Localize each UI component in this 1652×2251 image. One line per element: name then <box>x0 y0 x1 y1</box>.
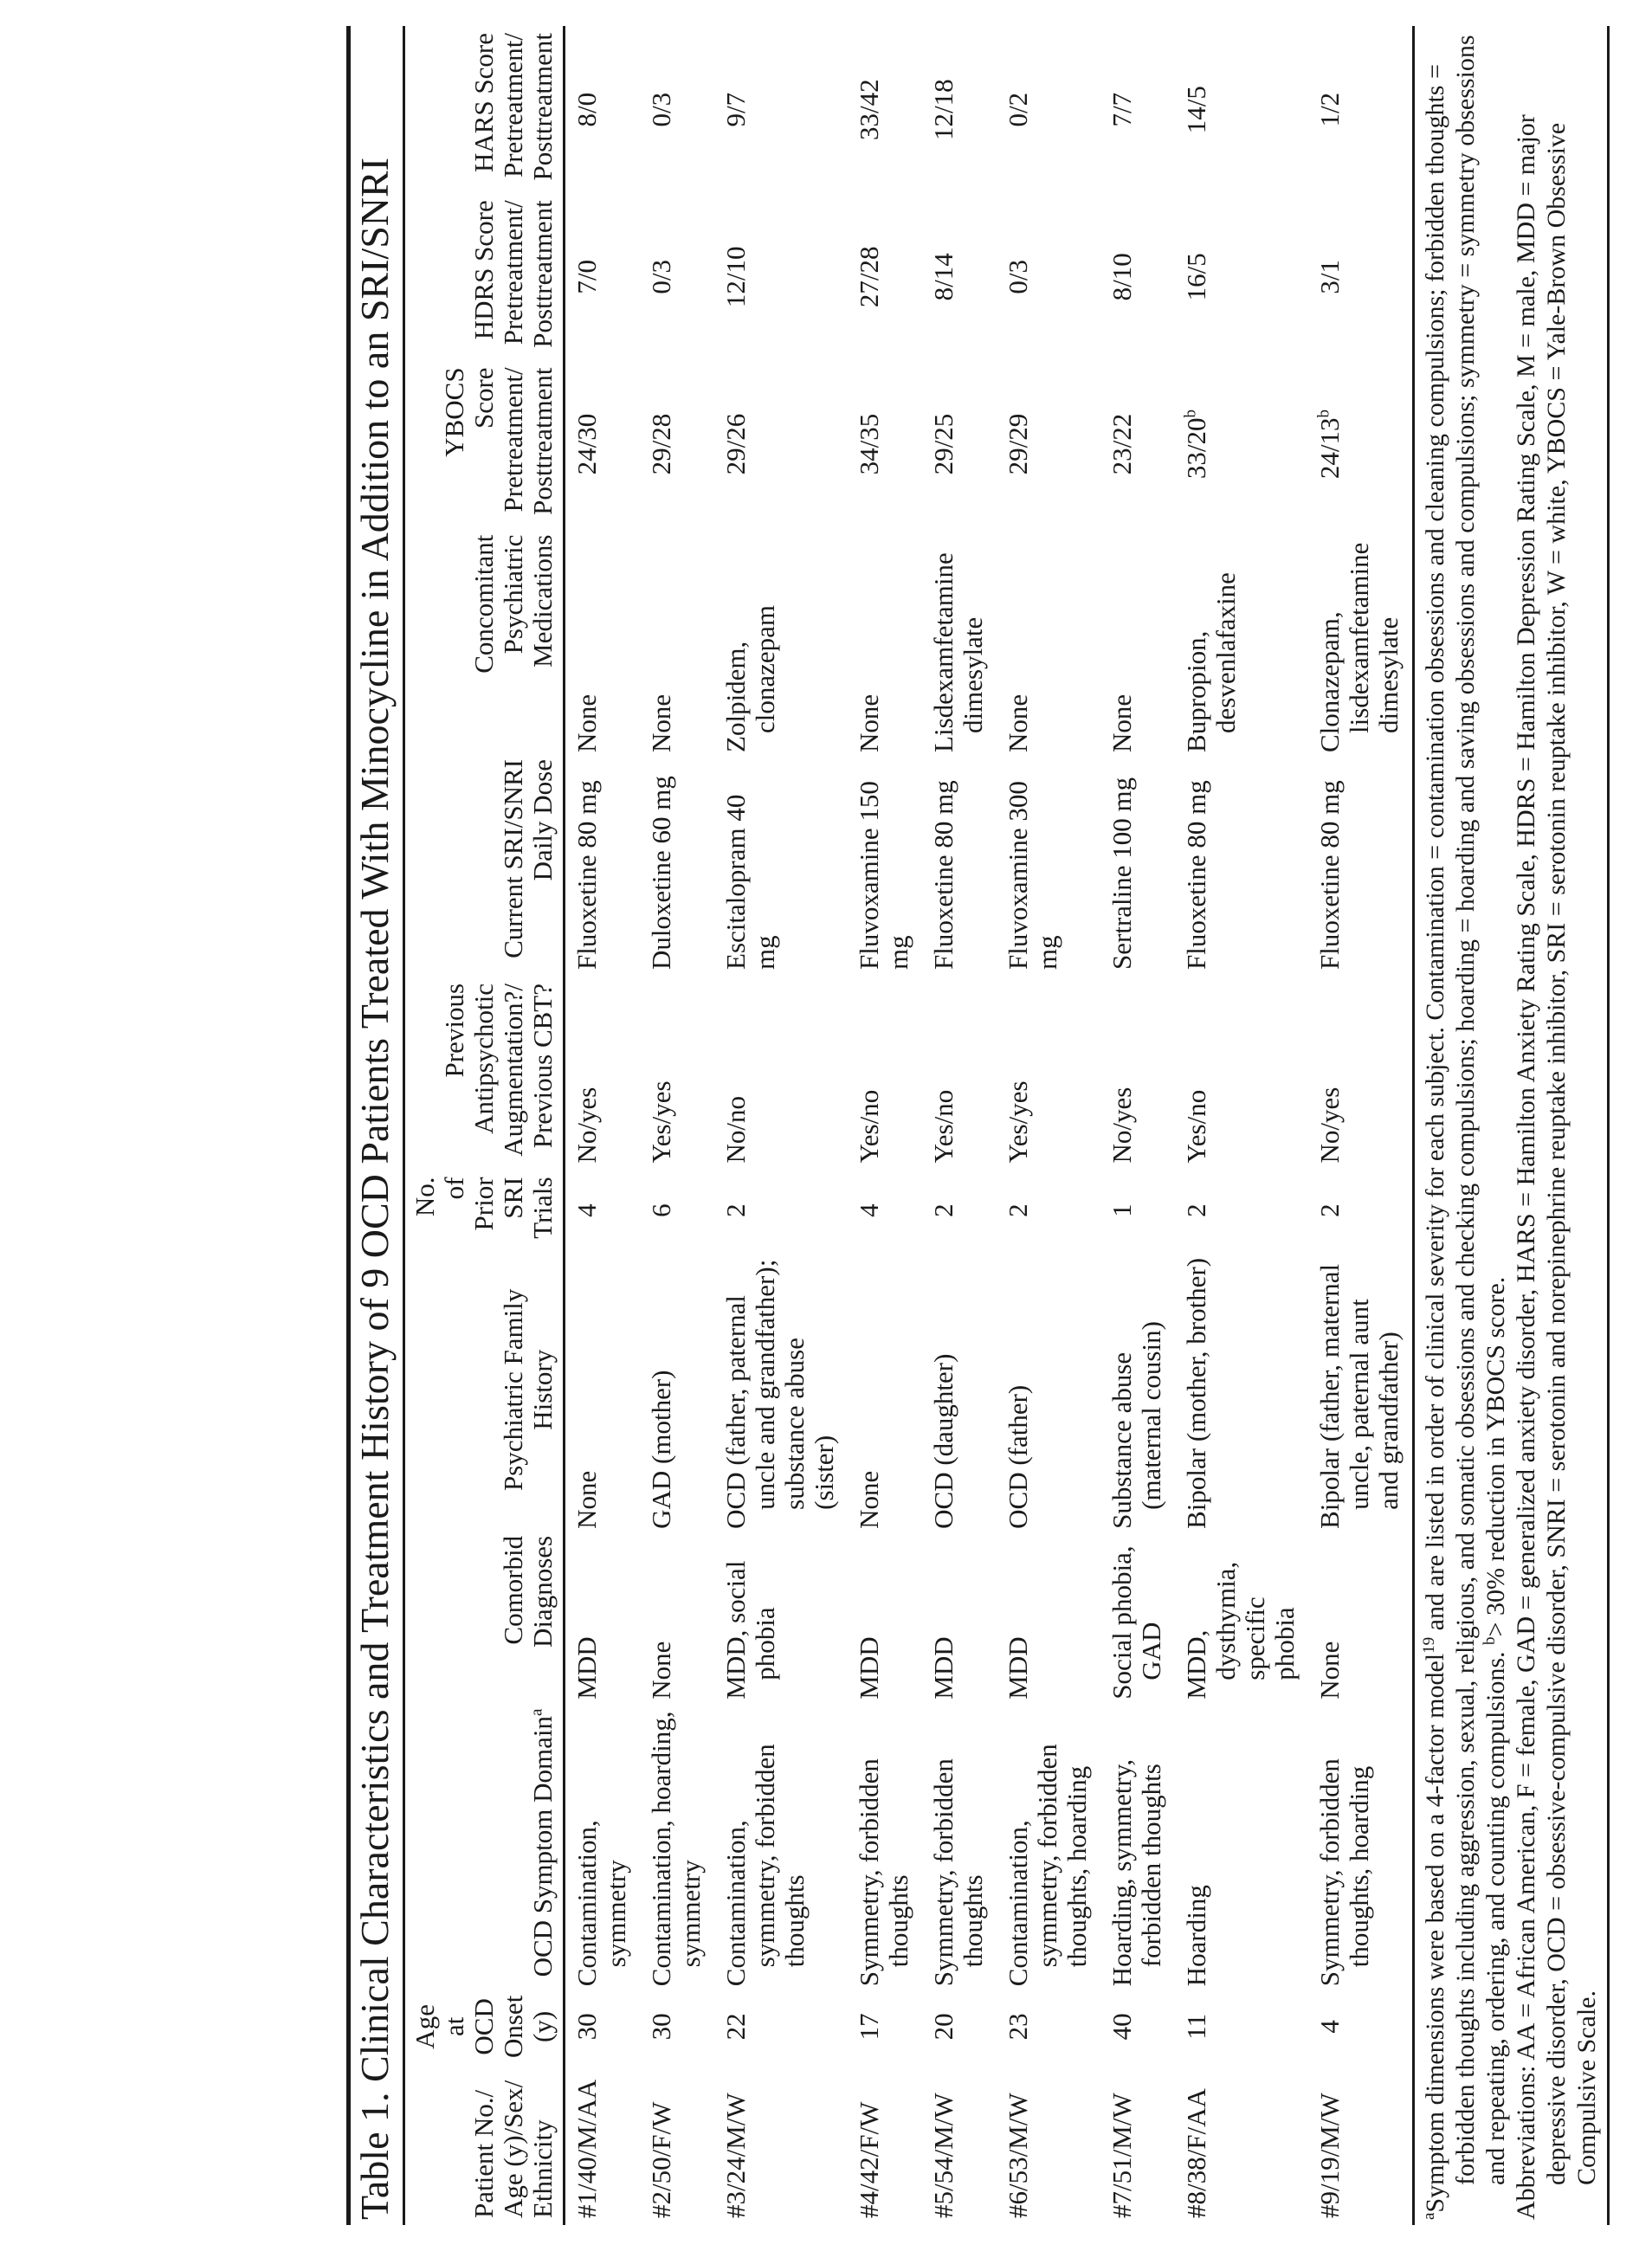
cell-domain-text: Symmetry, forbidden thoughts <box>928 1758 988 1987</box>
cell-meds-text: Bupropion, desvenlafaxine <box>1181 572 1241 752</box>
cell-meds-text: Lisdexamfetamine dimesylate <box>928 552 988 752</box>
header-hdrs: HDRS Score Pretreatment/ Posttreatment <box>404 193 565 360</box>
footnote-abbreviations: Abbreviations: AA = African American, F = female, GAD = generalized anxiety disorder, HARS = Hamilton Anxiety Rating Scale, HDRS = Hamilton Depression Rating Scale, M = male, MDD = major depressive disorder, OCD = obsessive-compulsive disorder, SNRI = serotonin and norepinephrine reuptake inhibitor, SRI = serotonin reuptake inhibitor, W = white, YBOCS = Yale-Brown Obsessive Compulsive Scale. <box>1512 114 1601 2220</box>
footnote-a-ref: 19 <box>1420 1636 1438 1654</box>
cell-hars-text: 12/18 <box>928 79 958 140</box>
footnote-a-part1: Symptom dimensions were based on a 4-factor model <box>1421 1653 1449 2213</box>
cell-onset <box>714 1986 848 2067</box>
cell-domain <box>714 1700 848 1987</box>
cell-dose <box>640 752 714 977</box>
cell-patient-text: #8/38/F/AA <box>1181 2088 1211 2218</box>
cell-patient-text: #3/24/M/W <box>720 2093 751 2218</box>
cell-patient <box>565 2067 641 2225</box>
cell-prev-text: No/yes <box>571 1087 602 1164</box>
cell-hdrs-text: 12/10 <box>720 246 751 308</box>
table-title: Table 1. Clinical Characteristics and Treatment History of 9 OCD Patients Treated With Minocycline in Addition to an SRI/SNRI <box>346 26 403 2225</box>
cell-hars-text: 7/7 <box>1107 92 1137 127</box>
cell-hdrs-text: 0/3 <box>646 260 676 294</box>
cell-trials <box>997 1170 1100 1250</box>
cell-dose <box>714 752 848 977</box>
header-hars: HARS Score Pretreatment/ Posttreatment <box>404 26 565 193</box>
cell-domain-text: Contamination, symmetry <box>571 1820 631 1987</box>
cell-ybocs <box>848 360 922 527</box>
cell-onset-text: 4 <box>1314 2020 1345 2034</box>
cell-prev-text: No/yes <box>1107 1087 1137 1164</box>
cell-domain-text: Symmetry, forbidden thoughts <box>854 1758 913 1987</box>
cell-family-text: OCD (father, paternal uncle and grandfather); substance abuse (sister) <box>720 1259 839 1529</box>
cell-trials-text: 4 <box>854 1203 884 1217</box>
cell-patient <box>997 2067 1100 2225</box>
cell-hdrs-text: 8/10 <box>1107 253 1137 301</box>
cell-prev-text: Yes/yes <box>1003 1080 1033 1164</box>
cell-prev-text: No/yes <box>1314 1087 1345 1164</box>
cell-ybocs <box>997 360 1100 527</box>
cell-ybocs-text: 34/35 <box>854 413 884 475</box>
cell-hars-text: 8/0 <box>571 92 602 127</box>
cell-patient-text: #4/42/F/W <box>854 2101 884 2218</box>
cell-dose-text: Sertraline 100 mg <box>1107 777 1137 970</box>
cell-dose-text: Fluvoxamine 150 mg <box>854 781 913 970</box>
cell-onset <box>922 1986 997 2067</box>
table-body <box>565 26 1414 2225</box>
header-dose: Current SRI/SNRI Daily Dose <box>404 752 565 977</box>
cell-domain <box>1175 1700 1308 1987</box>
cell-onset-text: 20 <box>928 2013 958 2041</box>
cell-trials <box>565 1170 641 1250</box>
cell-onset-text: 30 <box>571 2013 602 2041</box>
cell-prev <box>1175 977 1308 1171</box>
cell-domain-text: Hoarding <box>1181 1885 1211 1987</box>
cell-prev <box>640 977 714 1171</box>
cell-trials <box>1100 1170 1175 1250</box>
cell-ybocs <box>565 360 641 527</box>
cell-comorbid <box>1308 1529 1414 1700</box>
table-row <box>997 26 1100 2225</box>
cell-onset <box>640 1986 714 2067</box>
cell-dose-text: Escitalopram 40 mg <box>720 794 780 970</box>
cell-hdrs <box>640 193 714 360</box>
cell-family-text: Bipolar (mother, brother) <box>1181 1257 1211 1529</box>
ybocs-footnote-marker: b <box>1314 409 1333 418</box>
cell-trials <box>922 1170 997 1250</box>
cell-patient <box>922 2067 997 2225</box>
cell-meds <box>1100 528 1175 752</box>
cell-meds-text: None <box>854 693 884 752</box>
cell-hdrs <box>565 193 641 360</box>
cell-hars <box>640 26 714 193</box>
cell-dose <box>997 752 1100 977</box>
table-row <box>922 26 997 2225</box>
cell-trials-text: 4 <box>571 1203 602 1217</box>
bottom-rule <box>1607 26 1610 2225</box>
cell-family <box>848 1251 922 1529</box>
cell-hdrs-text: 27/28 <box>854 246 884 308</box>
cell-dose <box>922 752 997 977</box>
cell-onset <box>1308 1986 1414 2067</box>
cell-comorbid-text: MDD, social phobia <box>720 1560 780 1700</box>
cell-ybocs-text: 29/25 <box>928 413 958 475</box>
cell-family-text: Bipolar (father, maternal uncle, paternal aunt and grandfather) <box>1314 1263 1404 1529</box>
cell-hdrs-text: 7/0 <box>571 260 602 294</box>
cell-ybocs <box>1175 360 1308 527</box>
cell-prev <box>565 977 641 1171</box>
cell-onset-text: 23 <box>1003 2013 1033 2041</box>
cell-dose-text: Fluoxetine 80 mg <box>1181 780 1211 970</box>
cell-hars-text: 0/3 <box>646 92 676 127</box>
cell-ybocs-text: 23/22 <box>1107 413 1137 475</box>
header-patient: Patient No./ Age (y)/Sex/ Ethnicity <box>404 2067 565 2225</box>
cell-meds-text: None <box>646 693 676 752</box>
cell-hdrs <box>1308 193 1414 360</box>
footnote-a-part2: and are listed in order of clinical severity for each subject. Contamination = contamination obsessions and cleaning compulsions; forbidden thoughts = forbidden thoughts including aggression, sexual, religious, and somatic obsessions and checking compulsions; hoarding = hoarding and saving obsessions and compulsions; symmetry = symmetry obsessions and repeating, ordering, and counting compulsions. <box>1421 35 1510 2185</box>
cell-trials-text: 2 <box>928 1203 958 1217</box>
cell-meds <box>1308 528 1414 752</box>
cell-comorbid-text: None <box>1314 1641 1345 1700</box>
cell-hars-text: 14/5 <box>1181 86 1211 134</box>
cell-meds-text: Zolpidem, clonazepam <box>720 604 780 752</box>
cell-dose-text: Fluvoxamine 300 mg <box>1003 781 1062 970</box>
cell-ybocs-text: 29/29 <box>1003 413 1033 475</box>
cell-ybocs <box>640 360 714 527</box>
cell-meds <box>848 528 922 752</box>
cell-onset-text: 40 <box>1107 2013 1137 2041</box>
cell-family <box>714 1251 848 1529</box>
cell-family-text: OCD (daughter) <box>928 1353 958 1529</box>
cell-family <box>1308 1251 1414 1529</box>
cell-patient <box>640 2067 714 2225</box>
cell-comorbid-text: Social phobia, GAD <box>1107 1545 1166 1700</box>
cell-domain <box>640 1700 714 1987</box>
cell-family <box>640 1251 714 1529</box>
cell-comorbid <box>997 1529 1100 1700</box>
table-row <box>640 26 714 2225</box>
cell-trials <box>1308 1170 1414 1250</box>
cell-ybocs-text: 33/20 <box>1181 417 1211 480</box>
cell-domain <box>848 1700 922 1987</box>
cell-meds-text: None <box>571 693 602 752</box>
cell-prev-text: Yes/no <box>1181 1089 1211 1164</box>
cell-onset-text: 22 <box>720 2013 751 2041</box>
cell-family <box>565 1251 641 1529</box>
cell-meds <box>922 528 997 752</box>
footnote-b-mark: b <box>1481 1636 1499 1645</box>
cell-onset <box>848 1986 922 2067</box>
cell-family-text: None <box>571 1470 602 1529</box>
cell-hdrs <box>997 193 1100 360</box>
cell-meds <box>640 528 714 752</box>
cell-hars <box>714 26 848 193</box>
cell-dose-text: Fluoxetine 80 mg <box>1314 780 1345 970</box>
cell-comorbid <box>922 1529 997 1700</box>
cell-hars <box>848 26 922 193</box>
cell-meds <box>565 528 641 752</box>
cell-hars <box>997 26 1100 193</box>
cell-ybocs-text: 24/13 <box>1314 417 1345 480</box>
cell-ybocs <box>1308 360 1414 527</box>
cell-prev-text: Yes/yes <box>646 1080 676 1164</box>
cell-dose <box>565 752 641 977</box>
header-meds: Concomitant Psychiatric Medications <box>404 528 565 752</box>
cell-patient-text: #9/19/M/W <box>1314 2093 1345 2218</box>
cell-patient <box>714 2067 848 2225</box>
cell-domain <box>1308 1700 1414 1987</box>
footnote-a-mark: a <box>1420 2212 1438 2220</box>
cell-trials <box>1175 1170 1308 1250</box>
cell-domain <box>997 1700 1100 1987</box>
cell-hdrs-text: 0/3 <box>1003 260 1033 294</box>
ybocs-footnote-marker: b <box>1181 409 1200 418</box>
cell-hars <box>1175 26 1308 193</box>
cell-family <box>997 1251 1100 1529</box>
header-comorbid: Comorbid Diagnoses <box>404 1529 565 1700</box>
cell-domain <box>922 1700 997 1987</box>
header-row <box>404 26 565 2225</box>
cell-prev <box>1100 977 1175 1171</box>
table-row <box>1308 26 1414 2225</box>
cell-hdrs <box>714 193 848 360</box>
clinical-characteristics-table <box>403 26 1415 2225</box>
cell-comorbid-text: MDD <box>571 1636 602 1700</box>
cell-ybocs-text: 24/30 <box>571 413 602 475</box>
cell-comorbid <box>565 1529 641 1700</box>
cell-hars-text: 0/2 <box>1003 92 1033 127</box>
cell-onset <box>1175 1986 1308 2067</box>
cell-trials <box>848 1170 922 1250</box>
cell-trials-text: 2 <box>720 1203 751 1217</box>
header-trials: No. of Prior SRI Trials <box>404 1170 565 1250</box>
cell-meds-text: None <box>1107 693 1137 752</box>
cell-domain <box>565 1700 641 1987</box>
cell-patient <box>1308 2067 1414 2225</box>
cell-ybocs <box>1100 360 1175 527</box>
cell-hars <box>922 26 997 193</box>
footnotes <box>1415 26 1607 2225</box>
cell-trials-text: 1 <box>1107 1203 1137 1217</box>
table-row <box>848 26 922 2225</box>
cell-onset <box>997 1986 1100 2067</box>
cell-domain-text: Symmetry, forbidden thoughts, hoarding <box>1314 1758 1374 1987</box>
cell-hars <box>565 26 641 193</box>
cell-meds-text: Clonazepam, lisdexamfetamine dimesylate <box>1314 542 1404 752</box>
cell-hdrs <box>848 193 922 360</box>
cell-prev-text: Yes/no <box>854 1089 884 1164</box>
cell-prev <box>1308 977 1414 1171</box>
cell-family <box>1100 1251 1175 1529</box>
cell-domain-text: Contamination, hoarding, symmetry <box>646 1711 706 1987</box>
cell-dose <box>1100 752 1175 977</box>
cell-patient-text: #6/53/M/W <box>1003 2093 1033 2218</box>
cell-dose <box>1308 752 1414 977</box>
footnote-a <box>1420 29 1511 2220</box>
cell-prev-text: Yes/no <box>928 1089 958 1164</box>
cell-comorbid <box>640 1529 714 1700</box>
table-row <box>565 26 641 2225</box>
cell-hars-text: 33/42 <box>854 79 884 140</box>
cell-onset-text: 11 <box>1181 2013 1211 2040</box>
cell-ybocs-text: 29/28 <box>646 413 676 475</box>
cell-dose-text: Fluoxetine 80 mg <box>571 780 602 970</box>
cell-comorbid-text: MDD, dysthymia, specific phobia <box>1181 1561 1300 1700</box>
cell-patient <box>1100 2067 1175 2225</box>
cell-comorbid <box>714 1529 848 1700</box>
footnote-b-text: > 30% reduction in YBOCS score. <box>1481 1276 1510 1637</box>
cell-family-text: OCD (father) <box>1003 1384 1033 1529</box>
cell-onset <box>1100 1986 1175 2067</box>
footnote-marker: a <box>527 1708 546 1716</box>
cell-domain-text: Contamination, symmetry, forbidden thoughts, hoarding <box>1003 1744 1092 1987</box>
cell-ybocs <box>922 360 997 527</box>
cell-trials-text: 2 <box>1181 1203 1211 1217</box>
cell-dose <box>1175 752 1308 977</box>
cell-domain-text: Hoarding, symmetry, forbidden thoughts <box>1107 1758 1166 1987</box>
cell-trials-text: 2 <box>1003 1203 1033 1217</box>
cell-patient-text: #7/51/M/W <box>1107 2093 1137 2218</box>
cell-ybocs <box>714 360 848 527</box>
cell-prev <box>848 977 922 1171</box>
cell-domain <box>1100 1700 1175 1987</box>
cell-prev-text: No/no <box>720 1095 751 1164</box>
table-row <box>1100 26 1175 2225</box>
cell-family-text: GAD (mother) <box>646 1370 676 1529</box>
cell-comorbid-text: None <box>646 1641 676 1700</box>
cell-trials-text: 6 <box>646 1203 676 1217</box>
cell-hars-text: 9/7 <box>720 92 751 127</box>
table-row <box>714 26 848 2225</box>
cell-patient-text: #5/54/M/W <box>928 2093 958 2218</box>
cell-hars-text: 1/2 <box>1314 92 1345 127</box>
cell-hars <box>1100 26 1175 193</box>
cell-hdrs-text: 3/1 <box>1314 260 1345 294</box>
header-prev: Previous Antipsychotic Augmentation?/ Previous CBT? <box>404 977 565 1171</box>
cell-onset-text: 30 <box>646 2013 676 2041</box>
cell-meds <box>997 528 1100 752</box>
header-family: Psychiatric Family History <box>404 1251 565 1529</box>
cell-comorbid <box>1100 1529 1175 1700</box>
cell-trials-text: 2 <box>1314 1203 1345 1217</box>
cell-prev <box>714 977 848 1171</box>
cell-family-text: None <box>854 1470 884 1529</box>
cell-prev <box>922 977 997 1171</box>
cell-family-text: Substance abuse (maternal cousin) <box>1107 1321 1166 1529</box>
cell-meds <box>714 528 848 752</box>
cell-hdrs-text: 16/5 <box>1181 253 1211 301</box>
cell-hars <box>1308 26 1414 193</box>
cell-hdrs <box>922 193 997 360</box>
cell-hdrs <box>1100 193 1175 360</box>
header-onset: Age at OCD Onset (y) <box>404 1986 565 2067</box>
cell-prev <box>997 977 1100 1171</box>
cell-patient <box>848 2067 922 2225</box>
cell-dose <box>848 752 922 977</box>
cell-trials <box>714 1170 848 1250</box>
cell-dose-text: Duloxetine 60 mg <box>646 776 676 970</box>
cell-comorbid-text: MDD <box>928 1636 958 1700</box>
cell-comorbid-text: MDD <box>854 1636 884 1700</box>
cell-family <box>922 1251 997 1529</box>
cell-hdrs-text: 8/14 <box>928 253 958 301</box>
cell-trials <box>640 1170 714 1250</box>
cell-ybocs-text: 29/26 <box>720 413 751 475</box>
cell-onset-text: 17 <box>854 2013 884 2041</box>
cell-patient <box>1175 2067 1308 2225</box>
header-domain-text: OCD Symptom Domain <box>527 1716 558 1977</box>
cell-dose-text: Fluoxetine 80 mg <box>928 780 958 970</box>
cell-comorbid-text: MDD <box>1003 1636 1033 1700</box>
cell-hdrs <box>1175 193 1308 360</box>
cell-patient-text: #2/50/F/W <box>646 2101 676 2218</box>
table-row <box>1175 26 1308 2225</box>
table-container <box>346 26 1610 2225</box>
cell-meds-text: None <box>1003 693 1033 752</box>
cell-comorbid <box>1175 1529 1308 1700</box>
cell-family <box>1175 1251 1308 1529</box>
header-ybocs: YBOCS Score Pretreatment/ Posttreatment <box>404 360 565 527</box>
header-domain <box>404 1700 565 1987</box>
cell-onset <box>565 1986 641 2067</box>
cell-patient-text: #1/40/M/AA <box>571 2079 602 2218</box>
cell-comorbid <box>848 1529 922 1700</box>
cell-meds <box>1175 528 1308 752</box>
cell-domain-text: Contamination, symmetry, forbidden thoughts <box>720 1744 810 1987</box>
